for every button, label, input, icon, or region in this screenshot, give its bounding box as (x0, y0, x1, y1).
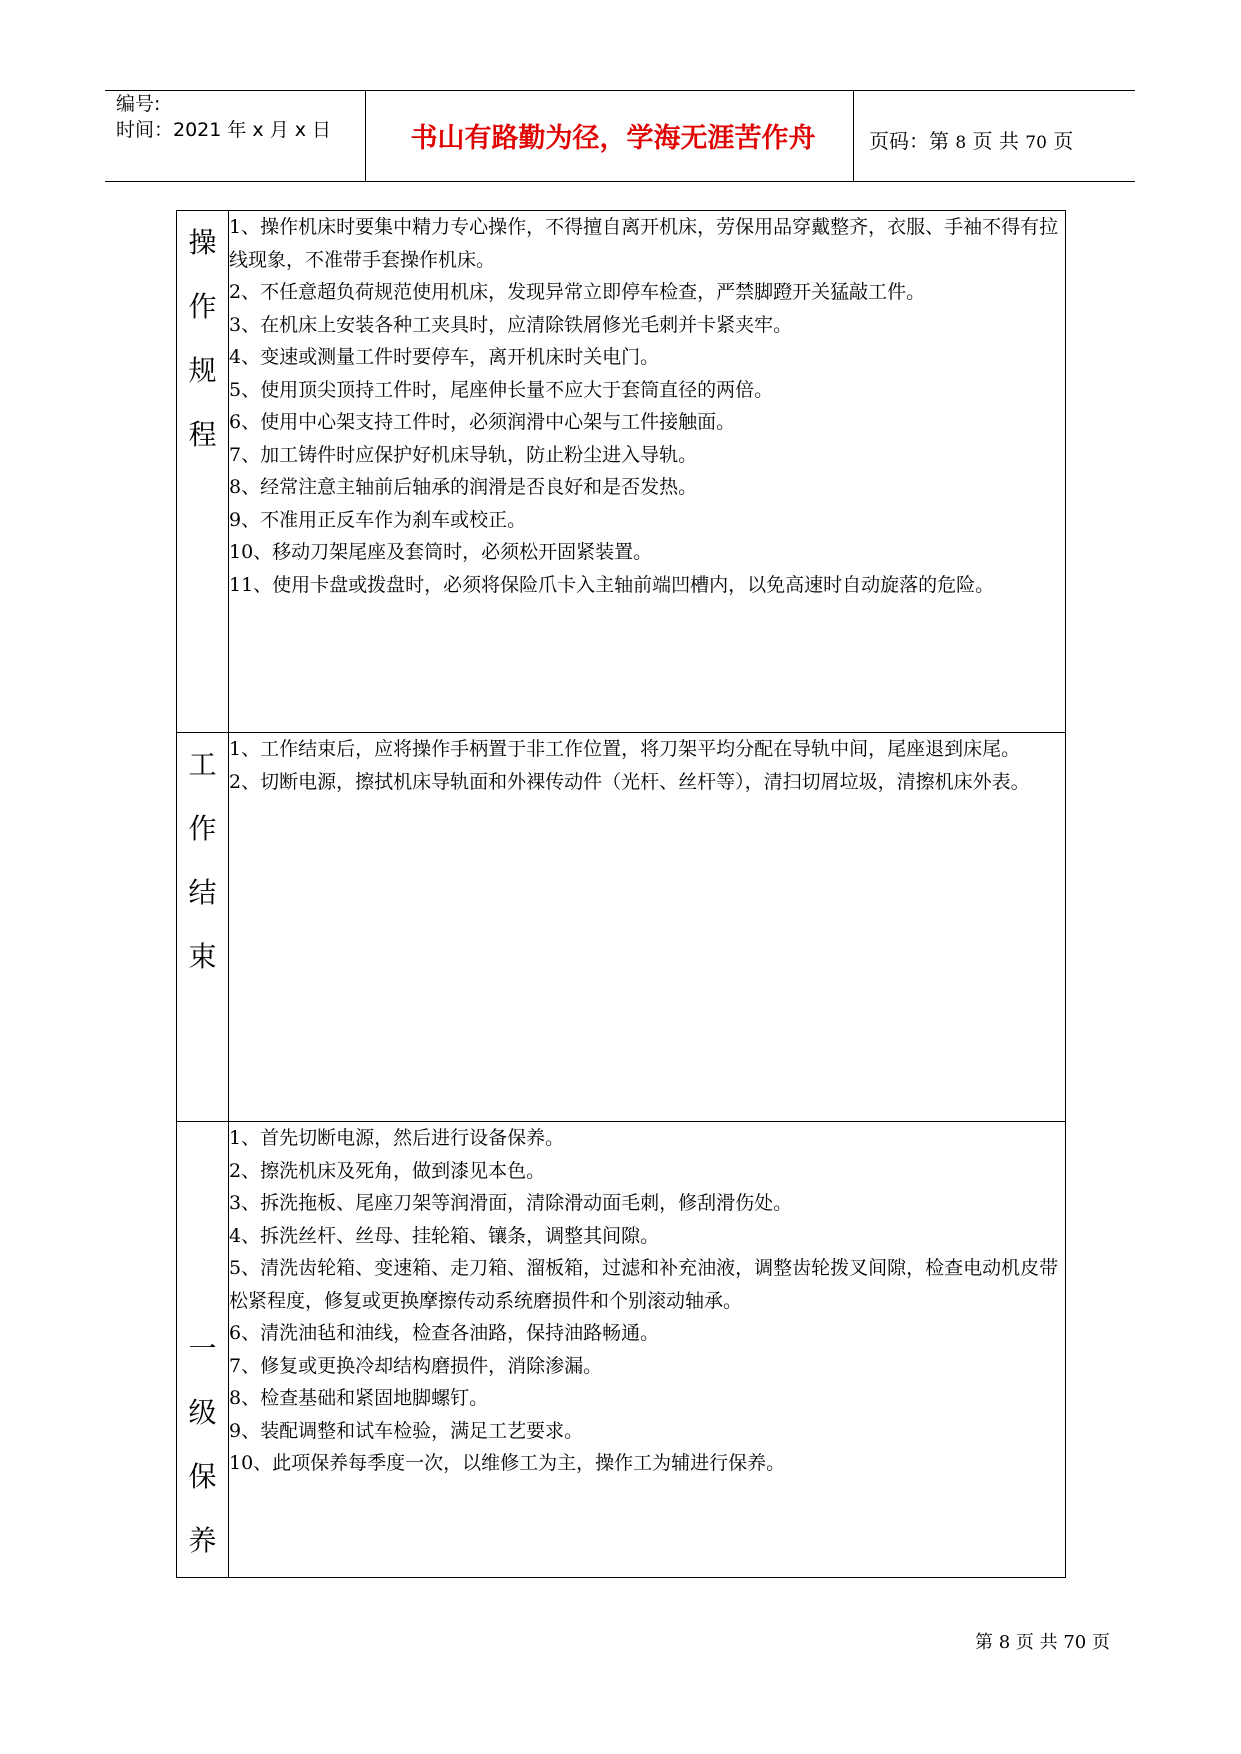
list-item: 1、首先切断电源，然后进行设备保养。 (229, 1127, 565, 1149)
list-item: 8、经常注意主轴前后轴承的润滑是否良好和是否发热。 (229, 476, 698, 498)
label-char: 操 (188, 226, 217, 259)
section-content-first-level-maintenance (229, 1122, 1066, 1578)
list-item: 7、修复或更换冷却结构磨损件，消除渗漏。 (229, 1354, 603, 1377)
list-item: 6、清洗油毡和油线，检查各油路，保持油路畅通。 (229, 1322, 660, 1344)
list-item: 2、切断电源，擦拭机床导轨面和外裸传动件（光杆、丝杆等），清扫切屑垃圾，清擦机床外表。 (229, 770, 1030, 793)
list-item: 9、不准用正反车作为刹车或校正。 (229, 508, 527, 531)
section-label-work-end (177, 733, 229, 1122)
header-page-indicator (869, 125, 1073, 154)
list-item: 4、变速或测量工件时要停车，离开机床时关电门。 (229, 346, 660, 368)
list-item: 2、不任意超负荷规范使用机床，发现异常立即停车检查，严禁脚蹬开关猛敲工件。 (229, 281, 926, 303)
label-char: 保 (188, 1460, 217, 1493)
procedure-table (176, 210, 1066, 1578)
header-bottom-rule (105, 181, 1135, 182)
header-meta (116, 91, 361, 143)
label-char: 程 (188, 418, 217, 451)
list-item: 5、清洗齿轮箱、变速箱、走刀箱、溜板箱，过滤和补充油液，调整齿轮拨叉间隙，检查电动机皮带松紧程度，修复或更换摩擦传动系统磨损件和个别滚动轴承。 (229, 1257, 1059, 1312)
page-mid: 页 共 (972, 129, 1019, 153)
document-time: 时间：2021 年 x 月 x 日 (116, 119, 332, 141)
header-divider-left (365, 90, 366, 182)
list-item: 1、工作结束后，应将操作手柄置于非工作位置，将刀架平均分配在导轨中间，尾座退到床尾。 (229, 738, 1021, 760)
list-item: 8、检查基础和紧固地脚螺钉。 (229, 1387, 489, 1409)
section-row-work-end (177, 733, 1066, 1122)
label-char: 作 (188, 812, 217, 845)
section-row-first-level-maintenance (177, 1122, 1066, 1578)
list-item: 4、拆洗丝杆、丝母、挂轮箱、镶条，调整其间隙。 (229, 1224, 660, 1247)
list-item: 10、此项保养每季度一次，以维修工为主，操作工为辅进行保养。 (229, 1452, 786, 1474)
label-char: 养 (188, 1524, 217, 1557)
label-char: 束 (188, 940, 217, 973)
page-number: 8 (955, 133, 967, 153)
label-char: 规 (188, 354, 217, 387)
label-char: 级 (188, 1396, 217, 1429)
section-label-operating-rules (177, 211, 229, 733)
label-char: 作 (188, 290, 217, 323)
header-motto: 书山有路勤为径，学海无涯苦作舟 (410, 123, 816, 154)
list-item: 5、使用顶尖顶持工件时，尾座伸长量不应大于套筒直径的两倍。 (229, 378, 774, 401)
list-item: 6、使用中心架支持工件时，必须润滑中心架与工件接触面。 (229, 411, 736, 433)
page-footer: 第 8 页 共 70 页 (975, 1632, 1110, 1653)
list-item: 7、加工铸件时应保护好机床导轨，防止粉尘进入导轨。 (229, 443, 698, 466)
list-item: 10、移动刀架尾座及套筒时，必须松开固紧装置。 (229, 541, 653, 563)
list-item: 9、装配调整和试车检验，满足工艺要求。 (229, 1419, 584, 1442)
list-item: 3、拆洗拖板、尾座刀架等润滑面，清除滑动面毛刺，修刮滑伤处。 (229, 1192, 793, 1214)
section-row-operating-rules (177, 211, 1066, 733)
label-char: 结 (188, 876, 217, 909)
list-item: 3、在机床上安装各种工夹具时，应清除铁屑修光毛刺并卡紧夹牢。 (229, 313, 793, 336)
list-item: 1、操作机床时要集中精力专心操作，不得擅自离开机床，劳保用品穿戴整齐，衣服、手袖不得有拉线现象，不准带手套操作机床。 (229, 216, 1059, 271)
page-prefix: 页码：第 (869, 129, 949, 153)
list-item: 2、擦洗机床及死角，做到漆见本色。 (229, 1159, 546, 1182)
page-total: 70 (1025, 133, 1047, 153)
label-char: 一 (188, 1332, 217, 1365)
section-content-work-end (229, 733, 1066, 1122)
document-number-label: 编号: (116, 93, 161, 115)
section-label-first-level-maintenance (177, 1122, 229, 1578)
label-char: 工 (188, 748, 217, 781)
section-content-operating-rules (229, 211, 1066, 733)
list-item: 11、使用卡盘或拨盘时，必须将保险爪卡入主轴前端凹槽内，以免高速时自动旋落的危险。 (229, 573, 995, 596)
page-suffix: 页 (1053, 129, 1074, 153)
